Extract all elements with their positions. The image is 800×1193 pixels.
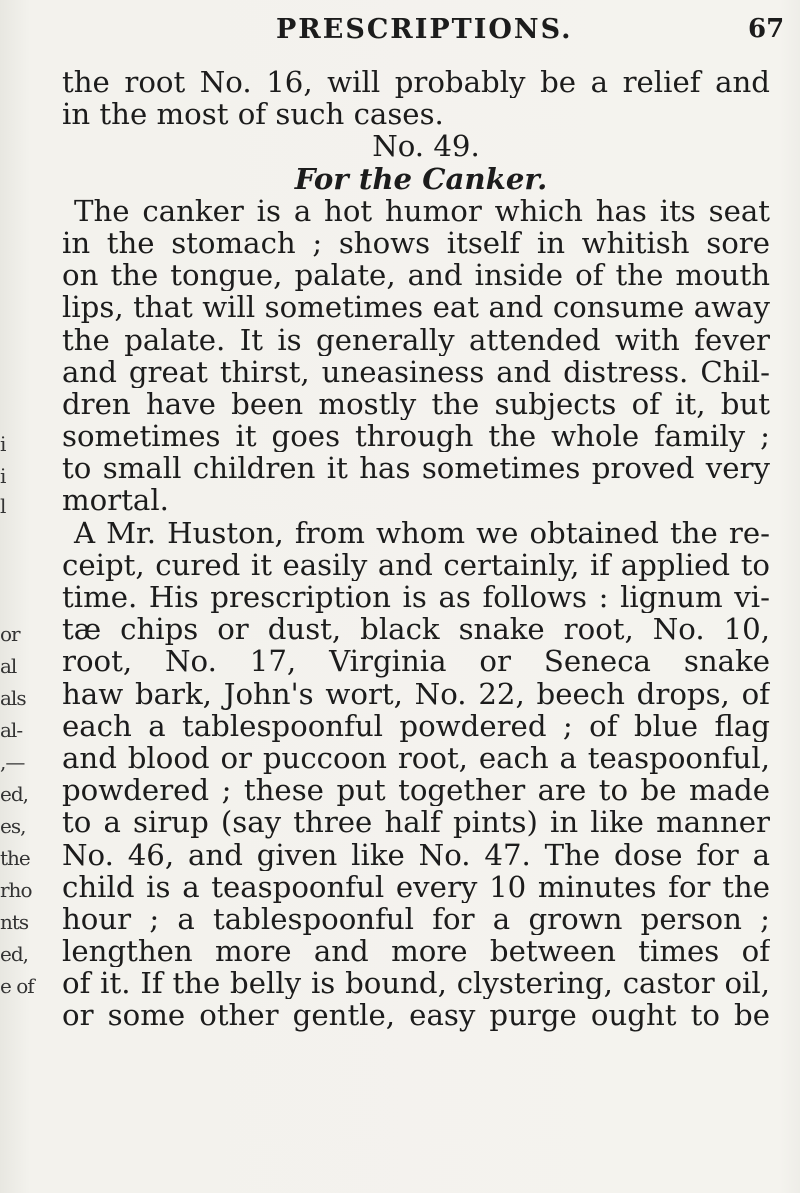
text-line: of it. If the belly is bound, clystering, castor oil, xyxy=(62,967,770,1000)
text-line: the palate. It is generally attended with fever xyxy=(62,323,770,356)
text-line: time. His prescription is as follows : lignum vi- xyxy=(62,581,770,614)
section-title: For the Canker. xyxy=(294,161,548,196)
text-line: powdered ; these put together are to be made xyxy=(62,774,770,807)
text-line: mortal. xyxy=(62,483,169,518)
text-line: and great thirst, uneasiness and distress. Chil- xyxy=(62,355,770,388)
margin-fragment: al- xyxy=(0,718,23,742)
margin-fragment: or xyxy=(0,622,20,646)
text-line: the root No. 16, will probably be a relief and xyxy=(62,66,770,99)
text-line: or some other gentle, easy purge ought to be xyxy=(62,999,770,1032)
text-line: sometimes it goes through the whole family ; xyxy=(62,420,770,453)
margin-fragment: ,— xyxy=(0,750,25,774)
running-head: PRESCRIPTIONS. xyxy=(276,14,573,45)
text-line: to small children it has sometimes proved very xyxy=(62,452,770,485)
text-line: dren have been mostly the subjects of it, but xyxy=(62,387,770,421)
text-line: root, No. 17, Virginia or Seneca snake xyxy=(62,645,770,678)
text-line: The canker is a hot humor which has its seat xyxy=(74,194,770,227)
text-line: and blood or puccoon root, each a teaspoonful, xyxy=(62,741,770,775)
text-line: haw bark, John's wort, No. 22, beech drops, of xyxy=(62,677,770,710)
margin-fragment: al xyxy=(0,654,17,678)
text-line: child is a teaspoonful every 10 minutes for the xyxy=(62,870,770,903)
text-line: each a tablespoonful powdered ; of blue flag xyxy=(62,709,770,742)
margin-fragment: es, xyxy=(0,814,26,838)
text-line: A Mr. Huston, from whom we obtained the re- xyxy=(74,516,770,549)
text-line: No. 46, and given like No. 47. The dose for a xyxy=(62,838,770,871)
margin-fragment: nts xyxy=(0,910,29,934)
section-number: No. 49. xyxy=(372,129,480,164)
margin-fragment: l xyxy=(0,494,6,518)
text-line: on the tongue, palate, and inside of the mouth xyxy=(62,259,770,292)
facing-page-margin xyxy=(0,380,32,1040)
text-line: ceipt, cured it easily and certainly, if applied to xyxy=(62,548,770,581)
margin-fragment: e of xyxy=(0,974,34,998)
text-line: lips, that will sometimes eat and consume away xyxy=(62,291,770,324)
margin-fragment: the xyxy=(0,846,30,870)
text-line: in the stomach ; shows itself in whitish sore xyxy=(62,226,770,260)
margin-fragment: rho xyxy=(0,878,32,902)
body-text xyxy=(62,66,770,1032)
page-header xyxy=(276,10,796,54)
margin-fragment: i xyxy=(0,432,6,456)
margin-fragment: als xyxy=(0,686,26,710)
text-line: to a sirup (say three half pints) in like manner xyxy=(62,806,770,839)
text-line: in the most of such cases. xyxy=(62,97,444,132)
text-line: lengthen more and more between times of xyxy=(62,935,770,968)
text-line: tæ chips or dust, black snake root, No. 10, xyxy=(62,613,770,646)
margin-fragment: ed, xyxy=(0,942,28,966)
text-line: hour ; a tablespoonful for a grown person ; xyxy=(62,902,770,936)
margin-fragment: ed, xyxy=(0,782,28,806)
page-number: 67 xyxy=(748,14,785,44)
margin-fragment: i xyxy=(0,464,6,488)
